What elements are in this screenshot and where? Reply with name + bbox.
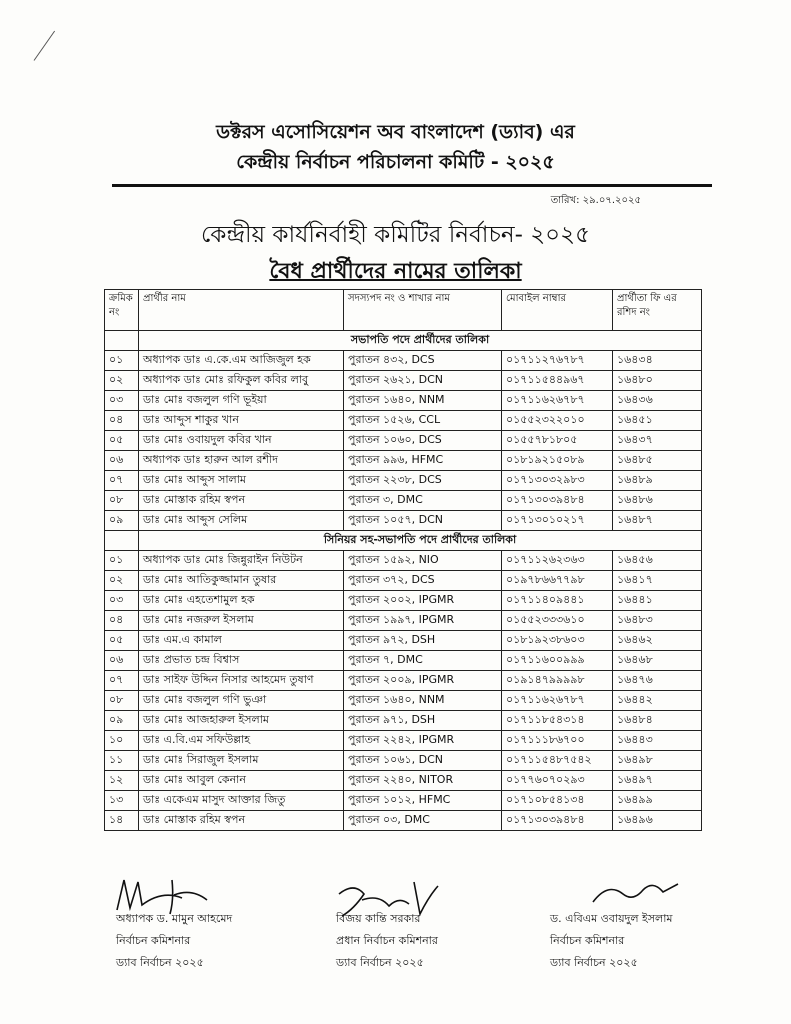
mobile-cell: ০১৭১১২৬২৩৬৩	[502, 551, 613, 571]
section-spacer-cell	[105, 531, 139, 551]
receipt-cell: ১৬৪৮৬	[613, 491, 702, 511]
election-title: কেন্দ্রীয় কার্যনির্বাহী কমিটির নির্বাচন- ২০২৫	[200, 222, 591, 248]
membership-cell: পুরাতন ১৫৯২, NIO	[344, 551, 502, 571]
serial-cell: ০৮	[105, 491, 139, 511]
mobile-cell: ০১৭১৩০৩৯৪৮৪	[502, 811, 613, 831]
receipt-cell: ১৬৪৪৩	[613, 731, 702, 751]
receipt-cell: ১৬৪৩৪	[613, 351, 702, 371]
serial-cell: ০৭	[105, 471, 139, 491]
name-cell: অধ্যাপক ডাঃ এ.কে.এম আজিজুল হক	[139, 351, 344, 371]
name-cell: ডাঃ প্রভাত চন্দ্র বিশ্বাস	[139, 651, 344, 671]
serial-cell: ০৬	[105, 451, 139, 471]
name-cell: ডাঃ এম.এ কামাল	[139, 631, 344, 651]
committee-title: কেন্দ্রীয় নির্বাচন পরিচালনা কমিটি - ২০২৫	[236, 151, 555, 173]
table-row	[105, 611, 702, 631]
mobile-cell: ০১৭১০৮৫৪১৩৪	[502, 791, 613, 811]
signatory-2-role: প্রধান নির্বাচন কমিশনার	[336, 934, 438, 947]
membership-cell: পুরাতন ১০৫৭, DCN	[344, 511, 502, 531]
list-title-text: বৈধ প্রার্থীদের নামের তালিকা	[269, 259, 522, 284]
candidate-table	[104, 289, 702, 831]
table-row	[105, 511, 702, 531]
signatory-1	[116, 908, 232, 974]
receipt-cell: ১৬৪৬৮	[613, 651, 702, 671]
serial-cell: ০৮	[105, 691, 139, 711]
membership-cell: পুরাতন ২২৪০, NITOR	[344, 771, 502, 791]
membership-cell: পুরাতন ২০০২, IPGMR	[344, 591, 502, 611]
signatory-3-name: ড. এবিএম ওবায়দুল ইসলাম	[550, 912, 673, 925]
mobile-cell: ০১৯৭৮৬৬৭৭৯৮	[502, 571, 613, 591]
mobile-cell: ০১৮১৯২১৫০৮৯	[502, 451, 613, 471]
scan-mark	[34, 31, 55, 61]
mobile-cell: ০১৫৫২৩৩৩৬১০	[502, 611, 613, 631]
document-date: তারিখ: ২৯.০৭.২০২৫	[550, 195, 641, 206]
name-cell: ডাঃ সাইফ উদ্দিন নিসার আহমেদ তুষাণ	[139, 671, 344, 691]
signatory-3	[550, 908, 673, 974]
table-row	[105, 811, 702, 831]
receipt-cell: ১৬৪৯৯	[613, 791, 702, 811]
table-row	[105, 351, 702, 371]
table-row	[105, 711, 702, 731]
mobile-cell: ০১৭১৩০৩৯৪৮৪	[502, 491, 613, 511]
serial-cell: ০২	[105, 371, 139, 391]
table-row	[105, 651, 702, 671]
receipt-cell: ১৬৪৮৩	[613, 611, 702, 631]
table-row	[105, 551, 702, 571]
table-row	[105, 431, 702, 451]
name-cell: ডাঃ একেএম মাসুদ আক্তার জিতু	[139, 791, 344, 811]
signatory-2	[336, 908, 438, 974]
receipt-cell: ১৬৪৯৬	[613, 811, 702, 831]
table-row	[105, 751, 702, 771]
membership-cell: পুরাতন ৪৩২, DCS	[344, 351, 502, 371]
header-rule	[112, 184, 712, 187]
membership-cell: পুরাতন ১০৬০, DCS	[344, 431, 502, 451]
membership-cell: পুরাতন ১০১২, HFMC	[344, 791, 502, 811]
membership-cell: পুরাতন ২২৪২, IPGMR	[344, 731, 502, 751]
receipt-cell: ১৬৪৩৬	[613, 391, 702, 411]
membership-cell: পুরাতন ৭, DMC	[344, 651, 502, 671]
col-serial-header: ক্রমিক নং	[105, 290, 139, 331]
membership-cell: পুরাতন ৩, DMC	[344, 491, 502, 511]
serial-cell: ০৩	[105, 591, 139, 611]
membership-cell: পুরাতন ২০০৯, IPGMR	[344, 671, 502, 691]
serial-cell: ১২	[105, 771, 139, 791]
table-row	[105, 411, 702, 431]
membership-cell: পুরাতন ১৬৪০, NNM	[344, 691, 502, 711]
name-cell: ডাঃ মোঃ সিরাজুল ইসলাম	[139, 751, 344, 771]
table-body	[105, 331, 702, 831]
serial-cell: ০২	[105, 571, 139, 591]
membership-cell: পুরাতন ৯৭২, DSH	[344, 631, 502, 651]
receipt-cell: ১৬৪৭৬	[613, 671, 702, 691]
serial-cell: ১৩	[105, 791, 139, 811]
section-spacer-cell	[105, 331, 139, 351]
serial-cell: ১০	[105, 731, 139, 751]
serial-cell: ০৬	[105, 651, 139, 671]
organization-title: ডক্টরস এসোসিয়েশন অব বাংলাদেশ (ড্যাব) এর	[216, 121, 575, 143]
serial-cell: ১১	[105, 751, 139, 771]
mobile-cell: ০১৫৫২৩২২০১০	[502, 411, 613, 431]
mobile-cell: ০১৭১১২৭৬৭৮৭	[502, 351, 613, 371]
name-cell: ডাঃ মোঃ নজরুল ইসলাম	[139, 611, 344, 631]
mobile-cell: ০১৮১৯২৩৮৬০৩	[502, 631, 613, 651]
name-cell: ডাঃ মোঃ আতিকুজ্জামান তুষার	[139, 571, 344, 591]
name-cell: অধ্যাপক ডাঃ মোঃ রফিকুল কবির লাবু	[139, 371, 344, 391]
mobile-cell: ০১৭১১৬২৬৭৮৭	[502, 391, 613, 411]
receipt-cell: ১৬৪৪২	[613, 691, 702, 711]
table-row	[105, 691, 702, 711]
name-cell: ডাঃ মোঃ আব্দুস সালাম	[139, 471, 344, 491]
serial-cell: ০৫	[105, 431, 139, 451]
mobile-cell: ০১৭১১৫৪৪৯৬৭	[502, 371, 613, 391]
name-cell: ডাঃ মোঃ এহতেশামুল হক	[139, 591, 344, 611]
receipt-cell: ১৬৪১৭	[613, 571, 702, 591]
serial-cell: ০১	[105, 551, 139, 571]
name-cell: ডাঃ মোঃ আজহারুল ইসলাম	[139, 711, 344, 731]
table-row	[105, 451, 702, 471]
col-mobile-header: মোবাইল নাম্বার	[502, 290, 613, 331]
name-cell: ডাঃ মোঃ ওবায়দুল কবির খান	[139, 431, 344, 451]
receipt-cell: ১৬৪৬২	[613, 631, 702, 651]
serial-cell: ০১	[105, 351, 139, 371]
receipt-cell: ১৬৪৫৬	[613, 551, 702, 571]
name-cell: ডাঃ মোস্তাক রহিম স্বপন	[139, 811, 344, 831]
membership-cell: পুরাতন ৩৭২, DCS	[344, 571, 502, 591]
mobile-cell: ০১৭১১৪০৯৪৪১	[502, 591, 613, 611]
col-name-header: প্রার্থীর নাম	[139, 290, 344, 331]
receipt-cell: ১৬৪৮৯	[613, 471, 702, 491]
table-row	[105, 571, 702, 591]
serial-cell: ০৯	[105, 711, 139, 731]
signatory-1-org: ড্যাব নির্বাচন ২০২৫	[116, 956, 204, 969]
membership-cell: পুরাতন ০৩, DMC	[344, 811, 502, 831]
mobile-cell: ০১৫৫৭৮১৮০৫	[502, 431, 613, 451]
receipt-cell: ১৬৪৮৭	[613, 511, 702, 531]
table-row	[105, 491, 702, 511]
section-title: সিনিয়র সহ-সভাপতি পদে প্রার্থীদের তালিকা	[139, 531, 702, 551]
section-header-row	[105, 331, 702, 351]
serial-cell: ০৯	[105, 511, 139, 531]
serial-cell: ০৪	[105, 611, 139, 631]
mobile-cell: ০১৭১১৬২৬৭৮৭	[502, 691, 613, 711]
col-receipt-header: প্রার্থীতা ফি এর রশিদ নং	[613, 290, 702, 331]
table-row	[105, 771, 702, 791]
membership-cell: পুরাতন ২২৩৮, DCS	[344, 471, 502, 491]
signatory-2-name: বিজয় কান্তি সরকার	[336, 912, 421, 925]
table-row	[105, 631, 702, 651]
membership-cell: পুরাতন ৯৯৬, HFMC	[344, 451, 502, 471]
mobile-cell: ০১৭১৩০১০২১৭	[502, 511, 613, 531]
table-row	[105, 791, 702, 811]
membership-cell: পুরাতন ১০৬১, DCN	[344, 751, 502, 771]
name-cell: ডাঃ মোঃ আব্দুস সেলিম	[139, 511, 344, 531]
receipt-cell: ১৬৪৫১	[613, 411, 702, 431]
receipt-cell: ১৬৪৮৫	[613, 451, 702, 471]
receipt-cell: ১৬৪৯৭	[613, 771, 702, 791]
mobile-cell: ০১৭১১১৮৬৭০০	[502, 731, 613, 751]
mobile-cell: ০১৭১১৬০০৯৯৯	[502, 651, 613, 671]
signatory-1-name: অধ্যাপক ড. মামুন আহমেদ	[116, 912, 233, 925]
receipt-cell: ১৬৪৮০	[613, 371, 702, 391]
table-row	[105, 591, 702, 611]
mobile-cell: ০১৭১৩০৩২৯৮৩	[502, 471, 613, 491]
table-row	[105, 371, 702, 391]
list-title	[0, 254, 791, 291]
signatory-3-role: নির্বাচন কমিশনার	[550, 934, 625, 947]
membership-cell: পুরাতন ১৯৯৭, IPGMR	[344, 611, 502, 631]
table-row	[105, 391, 702, 411]
name-cell: ডাঃ মোঃ বজলুল গণি ভূইয়া	[139, 391, 344, 411]
receipt-cell: ১৬৪৯৮	[613, 751, 702, 771]
mobile-cell: ০১৯১৪৭৯৯৯৯৮	[502, 671, 613, 691]
name-cell: অধ্যাপক ডাঃ হারুন আল রশীদ	[139, 451, 344, 471]
signatory-3-org: ড্যাব নির্বাচন ২০২৫	[550, 956, 638, 969]
membership-cell: পুরাতন ৯৭১, DSH	[344, 711, 502, 731]
name-cell: ডাঃ মোঃ বজলুল গণি ভুঞা	[139, 691, 344, 711]
name-cell: ডাঃ আব্দুস শাকুর খান	[139, 411, 344, 431]
serial-cell: ০৪	[105, 411, 139, 431]
table-row	[105, 471, 702, 491]
serial-cell: ০৩	[105, 391, 139, 411]
signature-3	[588, 872, 688, 912]
serial-cell: ০৫	[105, 631, 139, 651]
signatory-1-role: নির্বাচন কমিশনার	[116, 934, 191, 947]
name-cell: ডাঃ মোঃ আবুল কেনান	[139, 771, 344, 791]
table-row	[105, 731, 702, 751]
table-row	[105, 671, 702, 691]
serial-cell: ১৪	[105, 811, 139, 831]
name-cell: ডাঃ এ.বি.এম সফিউল্লাহ	[139, 731, 344, 751]
table-header-row	[105, 290, 702, 331]
membership-cell: পুরাতন ২৬২১, DCN	[344, 371, 502, 391]
section-header-row	[105, 531, 702, 551]
mobile-cell: ০১৭১১৫৪৮৭৫৪২	[502, 751, 613, 771]
name-cell: অধ্যাপক ডাঃ মোঃ জিন্নুরাইন নিউটন	[139, 551, 344, 571]
mobile-cell: ০১৭১১৮৫৪৩১৪	[502, 711, 613, 731]
serial-cell: ০৭	[105, 671, 139, 691]
name-cell: ডাঃ মোস্তাক রহিম স্বপন	[139, 491, 344, 511]
col-membership-header: সদস্যপদ নং ও শাখার নাম	[344, 290, 502, 331]
signatory-2-org: ড্যাব নির্বাচন ২০২৫	[336, 956, 424, 969]
section-title: সভাপতি পদে প্রার্থীদের তালিকা	[139, 331, 702, 351]
receipt-cell: ১৬৪৮৪	[613, 711, 702, 731]
membership-cell: পুরাতন ১৬৪০, NNM	[344, 391, 502, 411]
receipt-cell: ১৬৪৪১	[613, 591, 702, 611]
mobile-cell: ০১৭৭৬০৭০২৯৩	[502, 771, 613, 791]
receipt-cell: ১৬৪৩৭	[613, 431, 702, 451]
membership-cell: পুরাতন ১৫২৬, CCL	[344, 411, 502, 431]
